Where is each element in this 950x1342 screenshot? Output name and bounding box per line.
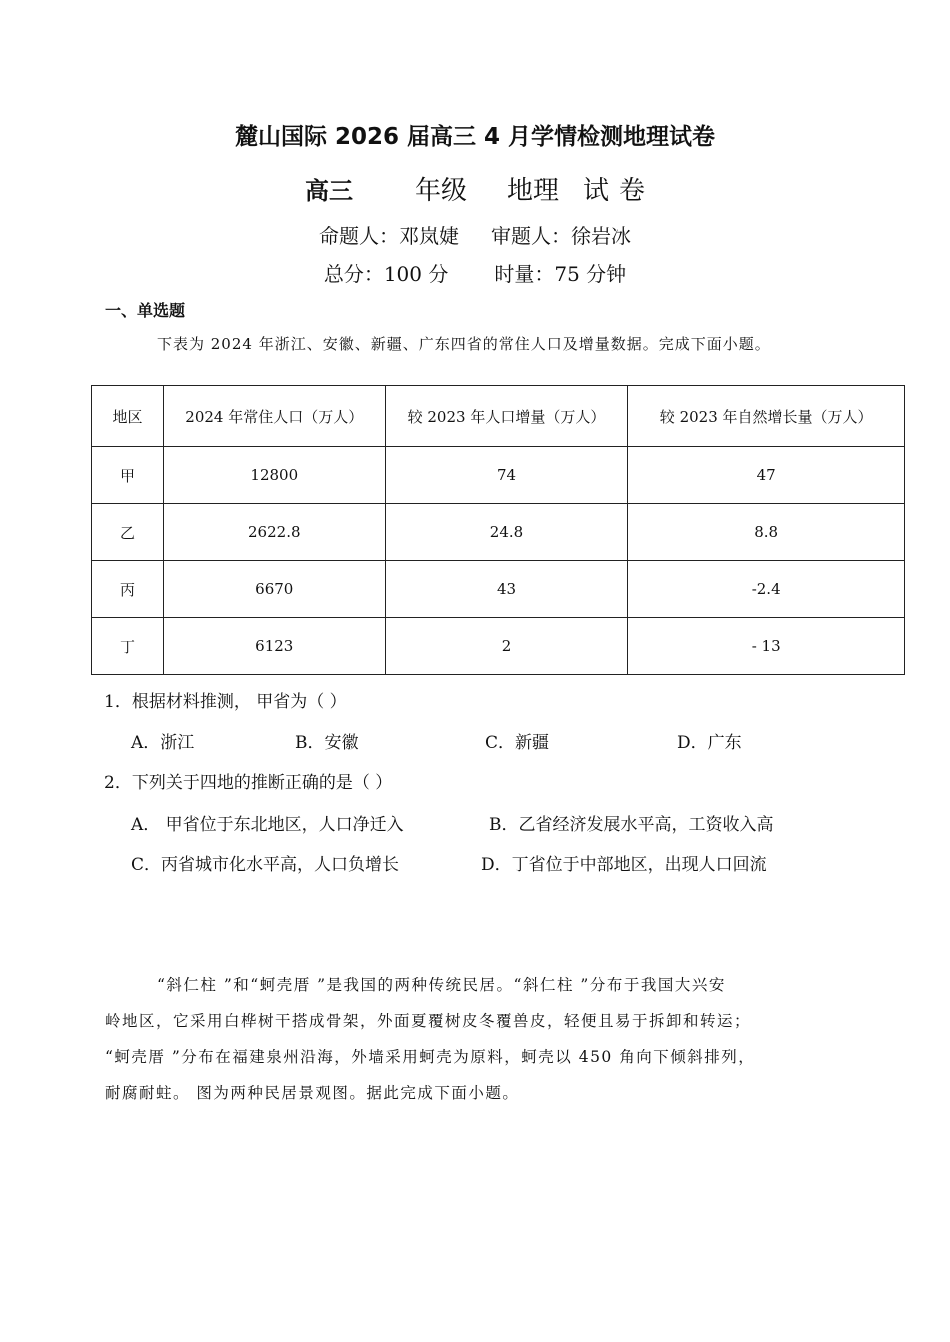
table-cell: 74	[385, 447, 628, 504]
passage-line-2: 岭地区，它采用白桦树干搭成骨架，外面夏覆树皮冬覆兽皮，轻便且易于拆卸和转运；	[105, 1012, 752, 1030]
passage-line-3: “蚵壳厝 ”分布在福建泉州沿海，外墙采用蚵壳为原料，蚵壳以 450 角向下倾斜排列，	[105, 1048, 756, 1066]
paper-word-1: 试	[583, 176, 610, 206]
question-1-option-c[interactable]: C．新疆	[485, 733, 550, 753]
question-1-stem: 1．根据材料推测， 甲省为（ ）	[104, 692, 347, 712]
table-header-cell: 2024 年常住人口（万人）	[163, 386, 385, 447]
table-row	[92, 561, 905, 618]
total-score: 总分：100 分	[323, 262, 449, 286]
question-1-option-b[interactable]: B．安徽	[295, 733, 359, 753]
question-1-option-d[interactable]: D．广东	[677, 733, 742, 753]
table-cell: 47	[628, 447, 905, 504]
table-cell: -2.4	[628, 561, 905, 618]
subject-label: 地理	[506, 176, 559, 206]
table-row	[92, 618, 905, 675]
exam-subtitle	[0, 170, 950, 207]
table-cell: - 13	[628, 618, 905, 675]
table-cell: 2622.8	[163, 504, 385, 561]
paper-word-2: 卷	[619, 176, 646, 206]
table-cell: 甲	[92, 447, 164, 504]
authors-line	[0, 220, 950, 249]
table-row	[92, 447, 905, 504]
table-cell: 丙	[92, 561, 164, 618]
grade-suffix: 年级	[414, 176, 467, 206]
table-header-cell: 较 2023 年人口增量（万人）	[385, 386, 628, 447]
table-header-cell: 较 2023 年自然增长量（万人）	[628, 386, 905, 447]
duration: 时量：75 分钟	[494, 262, 627, 286]
table-cell: 2	[385, 618, 628, 675]
question-2-stem: 2．下列关于四地的推断正确的是（ ）	[104, 773, 393, 793]
table-cell: 43	[385, 561, 628, 618]
table-cell: 12800	[163, 447, 385, 504]
group1-intro: 下表为 2024 年浙江、安徽、新疆、广东四省的常住人口及增量数据。完成下面小题。	[157, 335, 771, 353]
question-2-option-d[interactable]: D．丁省位于中部地区，出现人口回流	[481, 855, 767, 875]
question-2-option-a[interactable]: A． 甲省位于东北地区，人口净迁入	[131, 815, 404, 835]
exam-title: 麓山国际 2026 届高三 4 月学情检测地理试卷	[234, 124, 716, 150]
passage-line-1: “斜仁柱 ”和“蚵壳厝 ”是我国的两种传统民居。“斜仁柱 ”分布于我国大兴安	[157, 976, 726, 994]
table-cell: 8.8	[628, 504, 905, 561]
table-cell: 6123	[163, 618, 385, 675]
grade-label: 高三	[304, 177, 353, 205]
population-table	[91, 385, 905, 675]
table-cell: 丁	[92, 618, 164, 675]
table-cell: 乙	[92, 504, 164, 561]
reviewer: 审题人：徐岩冰	[491, 224, 631, 248]
question-1-option-a[interactable]: A．浙江	[131, 733, 195, 753]
setter: 命题人：邓岚婕	[319, 224, 459, 248]
section-title: 一、单选题	[105, 301, 186, 320]
table-row	[92, 504, 905, 561]
passage-line-4: 耐腐耐蛀。 图为两种民居景观图。据此完成下面小题。	[105, 1084, 520, 1102]
table-header-cell: 地区	[92, 386, 164, 447]
meta-line	[0, 258, 950, 287]
table-header-row	[92, 386, 905, 447]
question-2-option-b[interactable]: B．乙省经济发展水平高，工资收入高	[489, 815, 774, 835]
table-cell: 6670	[163, 561, 385, 618]
question-2-option-c[interactable]: C．丙省城市化水平高，人口负增长	[131, 855, 400, 875]
table-cell: 24.8	[385, 504, 628, 561]
